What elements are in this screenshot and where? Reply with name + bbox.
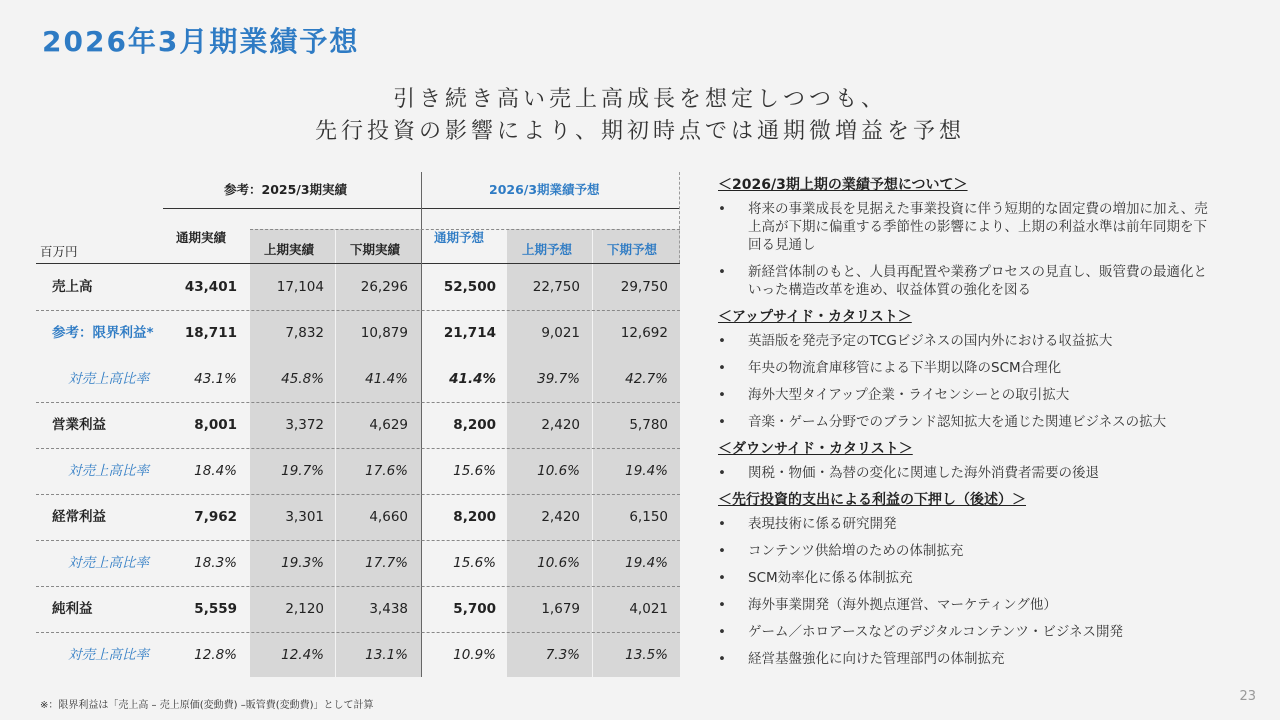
cell-h2-actual: 4,660 [369,509,408,525]
row-label: 対売上高比率 [68,647,149,663]
subtitle-line-2: 先行投資の影響により、期初時点では通期微増益を予想 [314,119,965,144]
bullet-icon: • [718,543,726,559]
list-item [718,263,1218,299]
table-row-net-ratio [36,632,680,678]
cell-full-forecast: 15.6% [453,463,496,479]
cell-full-actual: 43.1% [194,371,237,387]
list-item-text: 将来の事業成長を見据えた事業投資に伴う短期的な固定費の増加に加え、売上高が下期に偏重する季節性の影響により、上期の利益水準は前年同期を下回る見通し [748,201,1208,253]
row-label: 参考：限界利益* [52,325,154,341]
cell-h1-actual: 2,120 [285,601,324,617]
list-item [718,650,1218,668]
cell-h2-forecast: 29,750 [620,279,668,295]
row-label: 経常利益 [52,509,106,525]
list-item [718,542,1218,560]
header-h2-forecast: 下期予想 [607,242,658,257]
cell-h1-actual: 3,301 [285,509,324,525]
cell-h2-actual: 3,438 [369,601,408,617]
cell-full-forecast: 15.6% [453,555,496,571]
table-row-ordinary-ratio [36,540,680,586]
unit-label: 百万円 [40,244,78,259]
cell-h2-forecast: 6,150 [629,509,668,525]
page-title: 2026年3月期業績予想 [42,25,360,58]
cell-h1-forecast: 2,420 [541,509,580,525]
list-item-text: 音楽・ゲーム分野でのブランド認知拡大を通じた関連ビジネスの拡大 [748,414,1167,430]
cell-h2-forecast: 4,021 [629,601,668,617]
cell-full-actual: 18.4% [194,463,237,479]
cell-full-actual: 18.3% [194,555,237,571]
list-item [718,464,1218,482]
bullet-icon: • [718,516,726,532]
cell-h1-actual: 7,832 [285,325,324,341]
bullet-icon: • [718,201,726,217]
bullet-icon: • [718,624,726,640]
cell-full-actual: 12.8% [194,647,237,663]
cell-h1-forecast: 39.7% [537,371,580,387]
table-row-net-income [36,586,680,632]
bullet-icon: • [718,387,726,403]
row-label: 売上高 [52,279,93,295]
list-item [718,413,1218,431]
header-full-actual: 通期実績 [176,230,227,245]
table-row-marginal-ratio [36,356,680,402]
cell-full-forecast: 21,714 [443,325,496,341]
row-label: 営業利益 [52,417,106,433]
list-item-text: 英語版を発売予定のTCGビジネスの国内外における収益拡大 [748,333,1113,349]
list-item-text: 関税・物価・為替の変化に関連した海外消費者需要の後退 [748,465,1099,481]
bullet-list [718,515,1218,668]
bullet-list [718,200,1218,299]
bullet-icon: • [718,264,726,280]
cell-h2-actual: 17.7% [365,555,408,571]
list-item [718,332,1218,350]
list-item [718,515,1218,533]
row-label: 純利益 [52,601,93,617]
cell-h1-forecast: 9,021 [541,325,580,341]
list-item [718,569,1218,587]
list-item-text: ゲーム／ホロアースなどのデジタルコンテンツ・ビジネス開発 [748,624,1124,640]
cell-h1-forecast: 7.3% [545,647,580,663]
list-item-text: 経営基盤強化に向けた管理部門の体制拡充 [748,651,1005,667]
section-heading-investment: ＜先行投資的支出による利益の下押し（後述）＞ [718,492,1026,508]
cell-h1-actual: 19.3% [281,555,324,571]
cell-h1-forecast: 10.6% [537,463,580,479]
cell-full-forecast: 41.4% [449,371,496,387]
cell-h2-forecast: 19.4% [625,463,668,479]
cell-h1-forecast: 2,420 [541,417,580,433]
list-item-text: 海外事業開発（海外拠点運営、マーケティング他） [748,597,1057,613]
table-row-operating-ratio [36,448,680,494]
bullet-icon: • [718,333,726,349]
list-item-text: 表現技術に係る研究開発 [748,516,897,532]
cell-full-actual: 18,711 [184,325,237,341]
list-item [718,386,1218,404]
cell-full-actual: 8,001 [194,417,237,433]
table-row-revenue [36,264,680,310]
bullet-icon: • [718,597,726,613]
cell-h2-actual: 13.1% [365,647,408,663]
cell-h1-forecast: 1,679 [541,601,580,617]
cell-full-actual: 5,559 [194,601,237,617]
cell-h2-forecast: 19.4% [625,555,668,571]
cell-h2-actual: 17.6% [365,463,408,479]
list-item [718,623,1218,641]
header-h1-forecast: 上期予想 [522,242,573,257]
table-row-marginal-profit [36,310,680,356]
table-row-operating-income [36,402,680,448]
footnote: ※：限界利益は「売上高 – 売上原価(変動費) –販管費(変動費)」として計算 [40,700,374,711]
page-number: 23 [1239,689,1256,704]
bullet-icon: • [718,360,726,376]
list-item [718,200,1218,254]
cell-full-actual: 43,401 [184,279,237,295]
row-label: 対売上高比率 [68,371,149,387]
list-item [718,596,1218,614]
cell-full-forecast: 8,200 [453,509,496,525]
divider-right-edge [679,172,680,263]
header-reference-actual: 参考：2025/3期実績 [224,182,348,197]
cell-h1-actual: 3,372 [285,417,324,433]
row-label: 対売上高比率 [68,463,149,479]
bullet-list [718,464,1218,482]
cell-h2-actual: 10,879 [360,325,408,341]
bullet-icon: • [718,414,726,430]
section-heading-h1-forecast: ＜2026/3期上期の業績予想について＞ [718,177,968,193]
cell-h2-forecast: 5,780 [629,417,668,433]
cell-h2-actual: 41.4% [365,371,408,387]
header-full-forecast: 通期予想 [434,230,485,245]
row-label: 対売上高比率 [68,555,149,571]
cell-h2-forecast: 12,692 [620,325,668,341]
list-item-text: 年央の物流倉庫移管による下半期以降のSCM合理化 [748,360,1062,376]
cell-h1-actual: 17,104 [276,279,324,295]
bullet-icon: • [718,570,726,586]
list-item-text: コンテンツ供給増のための体制拡充 [748,543,964,559]
cell-h1-actual: 45.8% [281,371,324,387]
section-heading-downside: ＜ダウンサイド・カタリスト＞ [718,441,913,457]
table-row-ordinary-income [36,494,680,540]
cell-h2-forecast: 42.7% [625,371,668,387]
cell-full-actual: 7,962 [194,509,237,525]
cell-full-forecast: 10.9% [453,647,496,663]
bullet-list [718,332,1218,431]
cell-h1-forecast: 22,750 [532,279,580,295]
section-heading-upside: ＜アップサイド・カタリスト＞ [718,309,912,325]
header-h1-actual: 上期実績 [264,242,315,257]
cell-h1-actual: 12.4% [281,647,324,663]
list-item-text: 海外大型タイアップ企業・ライセンシーとの取引拡大 [748,387,1070,403]
cell-h1-forecast: 10.6% [537,555,580,571]
list-item-text: 新経営体制のもと、人員再配置や業務プロセスの見直し、販管費の最適化といった構造改革を進め、収益体質の強化を図る [748,264,1207,298]
cell-h1-actual: 19.7% [281,463,324,479]
slide-subtitle [0,84,1280,148]
subtitle-line-1: 引き続き高い売上高成長を想定しつつも、 [392,87,887,112]
list-item-text: SCM効率化に係る体制拡充 [748,570,913,586]
header-forecast: 2026/3期業績予想 [489,182,600,197]
forecast-table [36,172,680,677]
commentary-panel [718,176,1218,677]
cell-full-forecast: 8,200 [453,417,496,433]
cell-full-forecast: 52,500 [443,279,496,295]
header-mid-rule [250,229,680,230]
cell-h2-actual: 4,629 [369,417,408,433]
list-item [718,359,1218,377]
bullet-icon: • [718,651,726,667]
cell-h2-actual: 26,296 [360,279,408,295]
cell-h2-forecast: 13.5% [625,647,668,663]
cell-full-forecast: 5,700 [453,601,496,617]
bullet-icon: • [718,465,726,481]
header-h2-actual: 下期実績 [350,242,401,257]
